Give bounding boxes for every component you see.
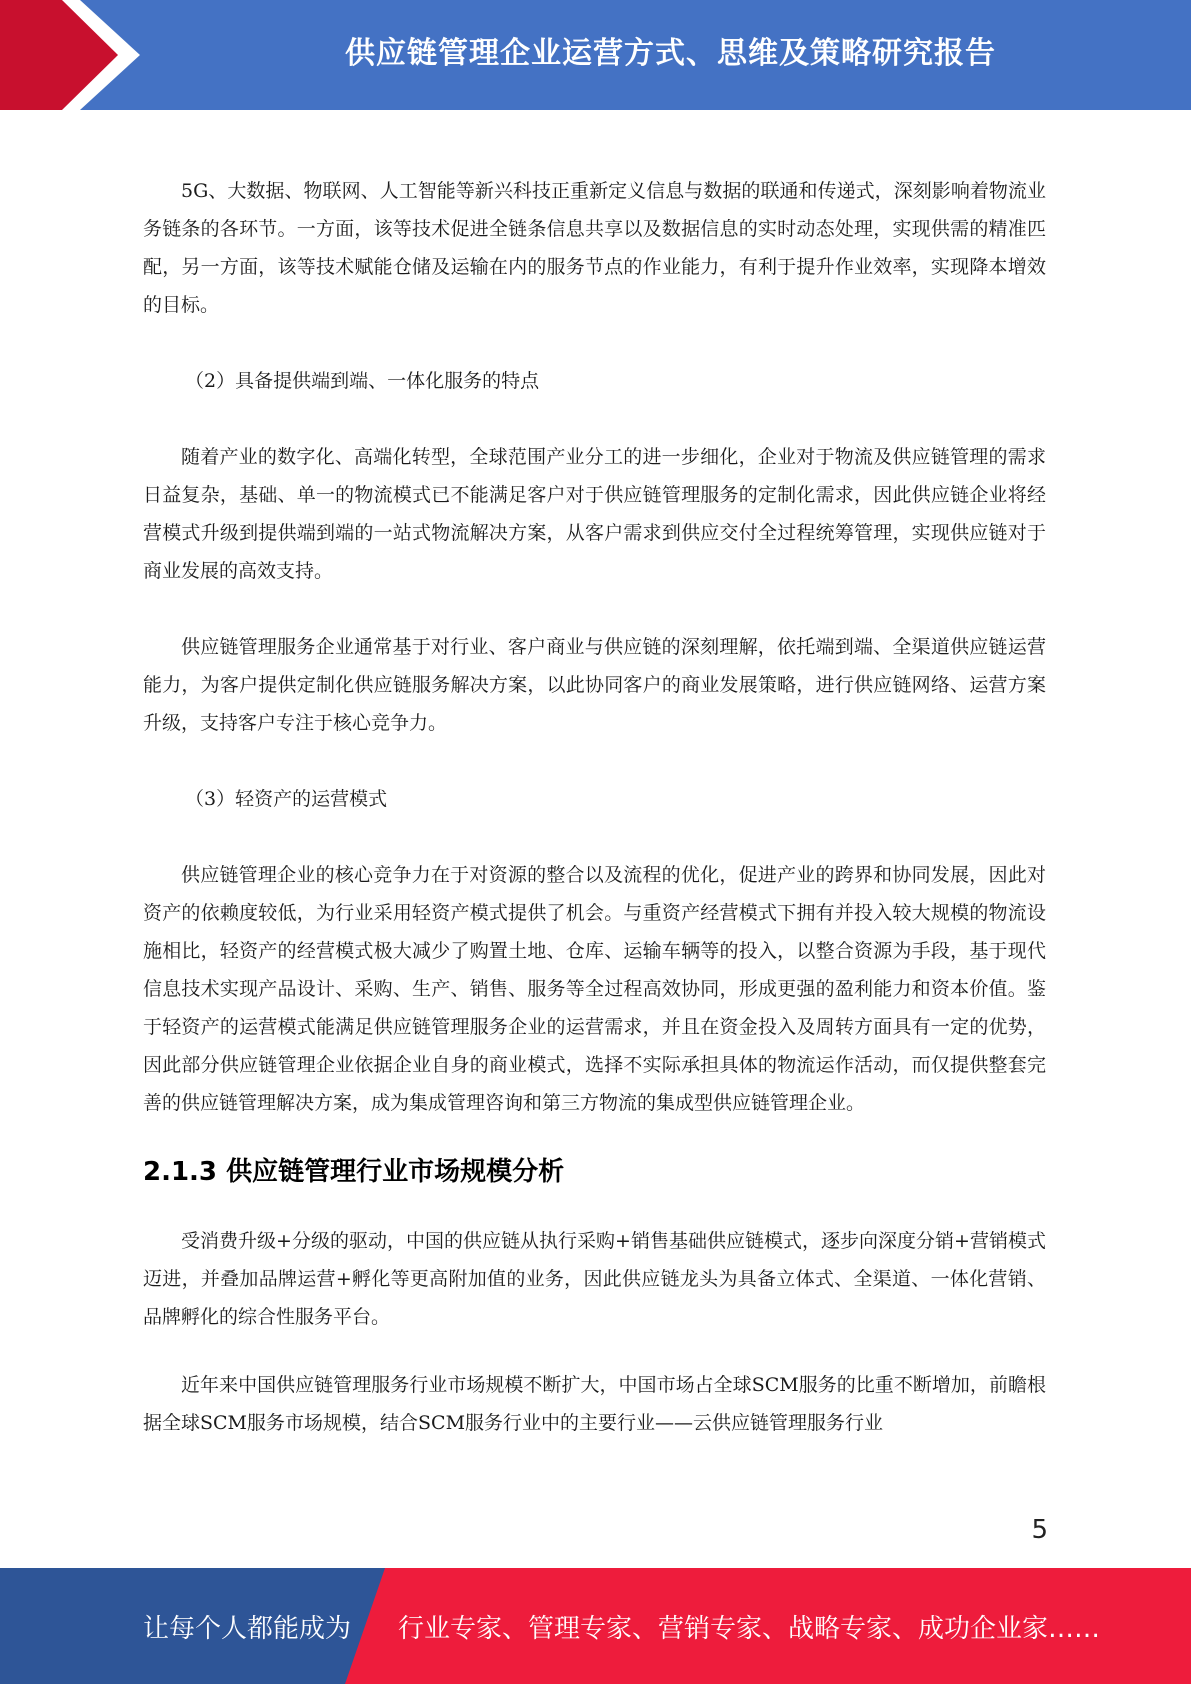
report-title: 供应链管理企业运营方式、思维及策略研究报告	[345, 36, 996, 71]
header-band	[0, 0, 1191, 110]
page-number: 5	[1031, 1515, 1048, 1545]
section-heading-market-size: 2.1.3 供应链管理行业市场规模分析	[143, 1157, 565, 1187]
paragraph-consumption-upgrade: 受消费升级+分级的驱动，中国的供应链从执行采购+销售基础供应链模式，逐步向深度分销+营销模式迈进，并叠加品牌运营+孵化等更高附加值的业务，因此供应链龙头为具备立体式、全渠道、一体化营销、品牌孵化的综合性服务平台。	[143, 1230, 1046, 1328]
document-body	[143, 172, 1046, 1442]
paragraph-technology: 5G、大数据、物联网、人工智能等新兴科技正重新定义信息与数据的联通和传递式，深刻影响着物流业务链条的各环节。一方面，该等技术促进全链条信息共享以及数据信息的实时动态处理，实现供需的精准匹配，另一方面，该等技术赋能仓储及运输在内的服务节点的作业能力，有利于提升作业效率，实现降本增效的目标。	[143, 180, 1046, 316]
header-arrow-decoration	[0, 0, 160, 110]
footer-slogan-right: 行业专家、管理专家、营销专家、战略专家、成功企业家……	[398, 1613, 1101, 1644]
paragraph-asset-light-model: 供应链管理企业的核心竞争力在于对资源的整合以及流程的优化，促进产业的跨界和协同发展，因此对资产的依赖度较低，为行业采用轻资产模式提供了机会。与重资产经营模式下拥有并投入较大规模的物流设施相比，轻资产的经营模式极大减少了购置土地、仓库、运输车辆等的投入，以整合资源为手段，基于现代信息技术实现产品设计、采购、生产、销售、服务等全过程高效协同，形成更强的盈利能力和资本价值。鉴于轻资产的运营模式能满足供应链管理服务企业的运营需求，并且在资金投入及周转方面具有一定的优势，因此部分供应链管理企业依据企业自身的商业模式，选择不实际承担具体的物流运作活动，而仅提供整套完善的供应链管理解决方案，成为集成管理咨询和第三方物流的集成型供应链管理企业。	[143, 864, 1046, 1114]
subheading-end-to-end: （2）具备提供端到端、一体化服务的特点	[185, 370, 540, 392]
paragraph-digital-transformation: 随着产业的数字化、高端化转型，全球范围产业分工的进一步细化，企业对于物流及供应链管理的需求日益复杂，基础、单一的物流模式已不能满足客户对于供应链管理服务的定制化需求，因此供应链企业将经营模式升级到提供端到端的一站式物流解决方案，从客户需求到供应交付全过程统筹管理，实现供应链对于商业发展的高效支持。	[143, 446, 1046, 582]
subheading-asset-light: （3）轻资产的运营模式	[185, 788, 388, 810]
footer-slogan-left: 让每个人都能成为	[143, 1613, 352, 1644]
paragraph-scm-services: 供应链管理服务企业通常基于对行业、客户商业与供应链的深刻理解，依托端到端、全渠道供应链运营能力，为客户提供定制化供应链服务解决方案，以此协同客户的商业发展策略，进行供应链网络、运营方案升级，支持客户专注于核心竞争力。	[143, 636, 1046, 734]
paragraph-market-growth: 近年来中国供应链管理服务行业市场规模不断扩大，中国市场占全球SCM服务的比重不断增加，前瞻根据全球SCM服务市场规模，结合SCM服务行业中的主要行业——云供应链管理服务行业	[143, 1374, 1046, 1434]
footer-band	[0, 1568, 1191, 1684]
